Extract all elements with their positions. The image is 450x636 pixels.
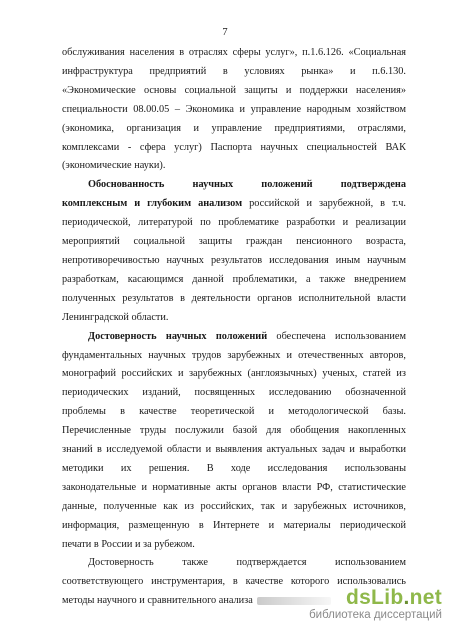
watermark-logo [346, 586, 442, 610]
text-line: информация, размещенную в Интернете и материалы периодической [62, 519, 406, 531]
bold-lead: Обоснованность научных положений подтверждена [88, 179, 406, 191]
text-line: методики их решения. В ходе исследования использованы [62, 462, 406, 474]
text-line: Перечисленные труды послужили базой для обобщения накопленных [62, 425, 406, 437]
text-fragment: обеспечена использованием [267, 330, 406, 342]
text-line: знаний в исследуемой области и выявления актуальных задач и выработки [62, 444, 406, 456]
text-line: периодической, литературой по проблематике разработки и реализации [62, 217, 406, 229]
text-line: (экономические науки). [62, 160, 166, 172]
text-line: непротиворечивостью научных результатов исследования иным научным [62, 254, 406, 266]
paragraph-reliability [62, 328, 406, 555]
text-line: фундаментальных научных трудов зарубежных и отечественных авторов, [62, 349, 406, 361]
logo-main: dsLib [345, 586, 404, 609]
logo-tld: net [409, 586, 442, 609]
watermark [292, 586, 442, 626]
paragraph-continuation [62, 44, 406, 176]
text-line: разработкам, касающимся данной проблематики, а также внедрением [62, 273, 406, 285]
text-line: печати в России и за рубежом. [62, 538, 195, 550]
bold-phrase: комплексным и глубоким анализом [62, 198, 243, 210]
text-line: обслуживания населения в отраслях сферы услуг», п.1.6.126. «Социальная [62, 47, 406, 58]
text-fragment: методы научного и сравнительного анализа [62, 595, 253, 607]
text-line-lead [62, 328, 406, 347]
text-line-lead: Достоверность также подтверждается использованием [88, 557, 406, 569]
text-line: данные, полученные как из российских, так и зарубежных источников, [62, 500, 406, 512]
text-line: мероприятий социальной защиты граждан пенсионного возраста, [62, 236, 406, 248]
text-line-lead [62, 176, 406, 195]
text-fragment: российской и зарубежной, в т.ч. [242, 198, 406, 210]
text-line: комплексами - сфера услуг) Паспорта научных специальностей ВАК [62, 141, 406, 153]
text-line: проблемы в качестве теоретической и методологической базы. [62, 406, 406, 418]
text-line: специальности 08.00.05 – Экономика и управление народным хозяйством [62, 103, 406, 115]
bold-lead: Достоверность научных положений [88, 330, 268, 342]
document-body [62, 44, 406, 611]
text-line: законодательные и нормативные акты органов власти РФ, статистические [62, 481, 406, 493]
text-line: инфраструктура предприятий в условиях рынка» и п.6.130. [62, 65, 406, 77]
text-line: полученных результатов в деятельности органов исполнительной власти [62, 292, 406, 304]
text-line: Ленинградской области. [62, 311, 169, 323]
page-number: 7 [222, 27, 228, 38]
logo-dot: . [403, 586, 410, 609]
text-line: (экономика, организация и управление предприятиями, отраслями, [62, 122, 406, 134]
paragraph-validity [62, 176, 406, 327]
text-line: монографий российских и зарубежных (англоязычных) ученых, статей из [62, 368, 406, 380]
watermark-caption: библиотека диссертаций [309, 609, 442, 621]
text-line [62, 195, 406, 214]
text-line: «Экономические основы социальной защиты и поддержки населения» [62, 84, 406, 96]
text-line: периодических изданий, посвященных исследованию обозначенной [62, 387, 406, 399]
text-line: соответствующего инструментария, в качестве которого использовались [62, 576, 406, 588]
